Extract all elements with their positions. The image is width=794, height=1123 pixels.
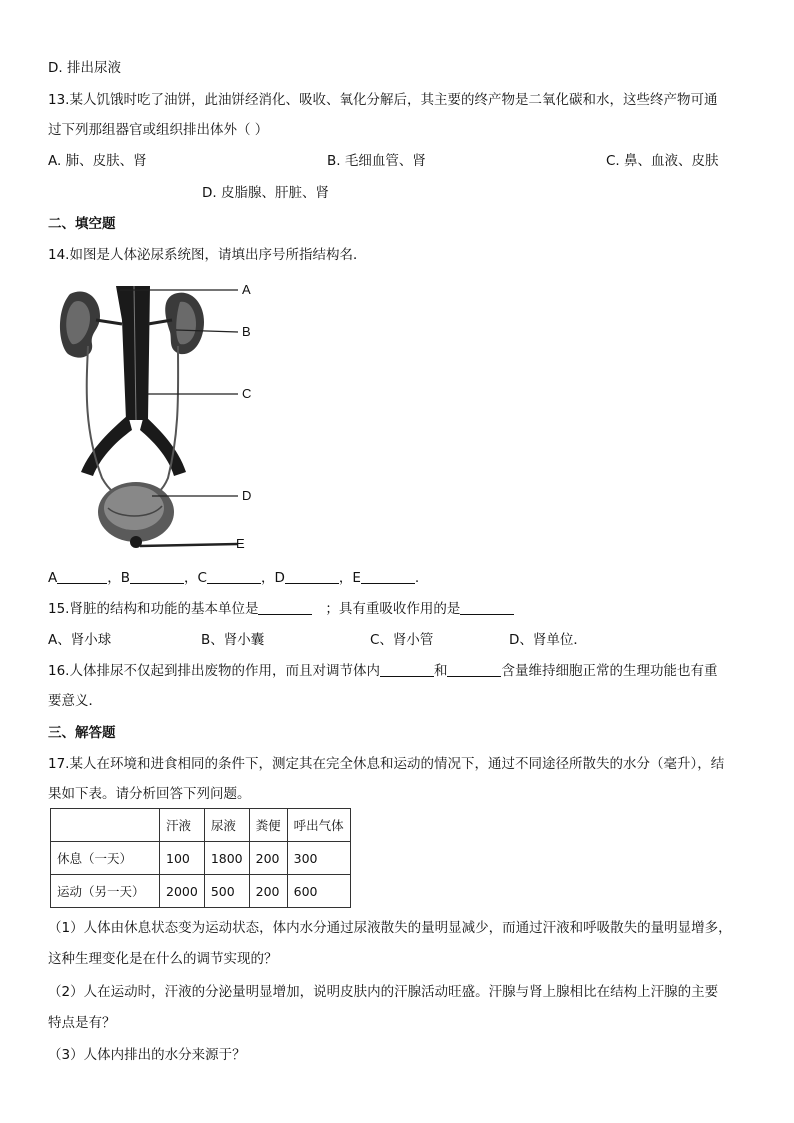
figure-label-a: A (242, 282, 251, 297)
q14-blank-e[interactable] (361, 569, 415, 584)
q14-stem: 14.如图是人体泌尿系统图，请填出序号所指结构名． (48, 247, 367, 263)
table-header-cell: 汗液 (160, 809, 205, 842)
q17-sub2-line1: （2）人在运动时，汗液的分泌量明显增加，说明皮肤内的汗腺活动旺盛。汗腺与肾上腺相比在结构上汗腺的主要 (48, 984, 719, 1000)
q13-option-b: B. 毛细血管、肾 (327, 153, 426, 169)
figure-label-d: D (242, 488, 252, 503)
q15-stem-part1: 15.肾脏的结构和功能的基本单位是 (48, 601, 259, 617)
urinary-system-figure (56, 280, 266, 552)
section3-title: 三、解答题 (48, 725, 116, 741)
table-header-row (51, 809, 351, 842)
q13-option-c: C. 鼻、血液、皮肤 (606, 153, 719, 169)
q14-blank-d[interactable] (285, 569, 339, 584)
water-loss-table (50, 808, 351, 908)
q14-prefix-e: ，E (338, 570, 361, 586)
q17-stem-line2: 果如下表。请分析回答下列问题。 (48, 786, 251, 802)
q14-prefix-a: A (48, 570, 58, 586)
table-cell: 100 (160, 842, 205, 875)
q14-blank-b[interactable] (130, 569, 184, 584)
table-cell: 600 (287, 875, 350, 908)
q16-blank-1[interactable] (380, 662, 434, 677)
table-cell: 200 (249, 875, 287, 908)
table-row (51, 875, 351, 908)
table-cell: 休息（一天） (51, 842, 160, 875)
urinary-system-diagram (56, 280, 266, 552)
q12-option-d: D. 排出尿液 (48, 60, 121, 76)
table-cell: 200 (249, 842, 287, 875)
table-header-cell: 呼出气体 (287, 809, 350, 842)
table-header-cell: 尿液 (204, 809, 249, 842)
q13-option-d: D. 皮脂腺、肝脏、肾 (202, 185, 329, 201)
q13-stem-line2: 过下列那组器官或组织排出体外（ ） (48, 122, 269, 138)
q15-stem (48, 597, 514, 617)
q17-sub1-line2: 这种生理变化是在什么的调节实现的？ (48, 951, 278, 967)
table-header-cell (51, 809, 160, 842)
table-cell: 300 (287, 842, 350, 875)
table-cell: 运动（另一天） (51, 875, 160, 908)
q14-blank-c[interactable] (207, 569, 261, 584)
table-header-cell: 粪便 (249, 809, 287, 842)
q17-stem-line1: 17.某人在环境和进食相同的条件下，测定其在完全休息和运动的情况下，通过不同途径所散失的水分（毫升），结 (48, 756, 725, 772)
q14-answer-line (48, 566, 419, 586)
q15-blank-1[interactable] (258, 600, 312, 615)
q14-blank-a[interactable] (57, 569, 107, 584)
table-row (51, 842, 351, 875)
table-cell: 1800 (204, 842, 249, 875)
figure-label-b: B (242, 324, 251, 339)
q17-sub2-line2: 特点是有？ (48, 1015, 116, 1031)
section2-title: 二、填空题 (48, 216, 116, 232)
q17-sub1-line1: （1）人体由休息状态变为运动状态，体内水分通过尿液散失的量明显减少，而通过汗液和呼吸散失的量明显增多， (48, 920, 732, 936)
figure-label-e: E (236, 536, 245, 551)
figure-label-c: C (242, 386, 252, 401)
q16-stem (48, 659, 717, 679)
q16-part3: 含量维持细胞正常的生理功能也有重 (501, 663, 718, 679)
q13-stem-line1: 13.某人饥饿时吃了油饼，此油饼经消化、吸收、氧化分解后，其主要的终产物是二氧化碳和水，这些终产物可通 (48, 92, 718, 108)
q13-option-a: A. 肺、皮肤、肾 (48, 153, 147, 169)
q14-prefix-d: ，D (260, 570, 285, 586)
q17-sub3: （3）人体内排出的水分来源于？ (48, 1047, 246, 1063)
q15-blank-2[interactable] (460, 600, 514, 615)
q15-option-b: B、肾小囊 (201, 632, 265, 648)
q16-part2: 和 (433, 663, 448, 679)
q16-blank-2[interactable] (447, 662, 501, 677)
q15-option-c: C、肾小管 (370, 632, 434, 648)
q16-part1: 16.人体排尿不仅起到排出废物的作用，而且对调节体内 (48, 663, 380, 679)
table-cell: 2000 (160, 875, 205, 908)
q15-stem-part2: ；具有重吸收作用的是 (325, 601, 461, 617)
q14-prefix-c: ，C (184, 570, 207, 586)
q16-line2: 要意义． (48, 693, 102, 709)
q14-prefix-b: ，B (107, 570, 131, 586)
q15-option-a: A、肾小球 (48, 632, 112, 648)
table-cell: 500 (204, 875, 249, 908)
q15-option-d: D、肾单位． (509, 632, 587, 648)
q14-end: . (414, 570, 420, 586)
